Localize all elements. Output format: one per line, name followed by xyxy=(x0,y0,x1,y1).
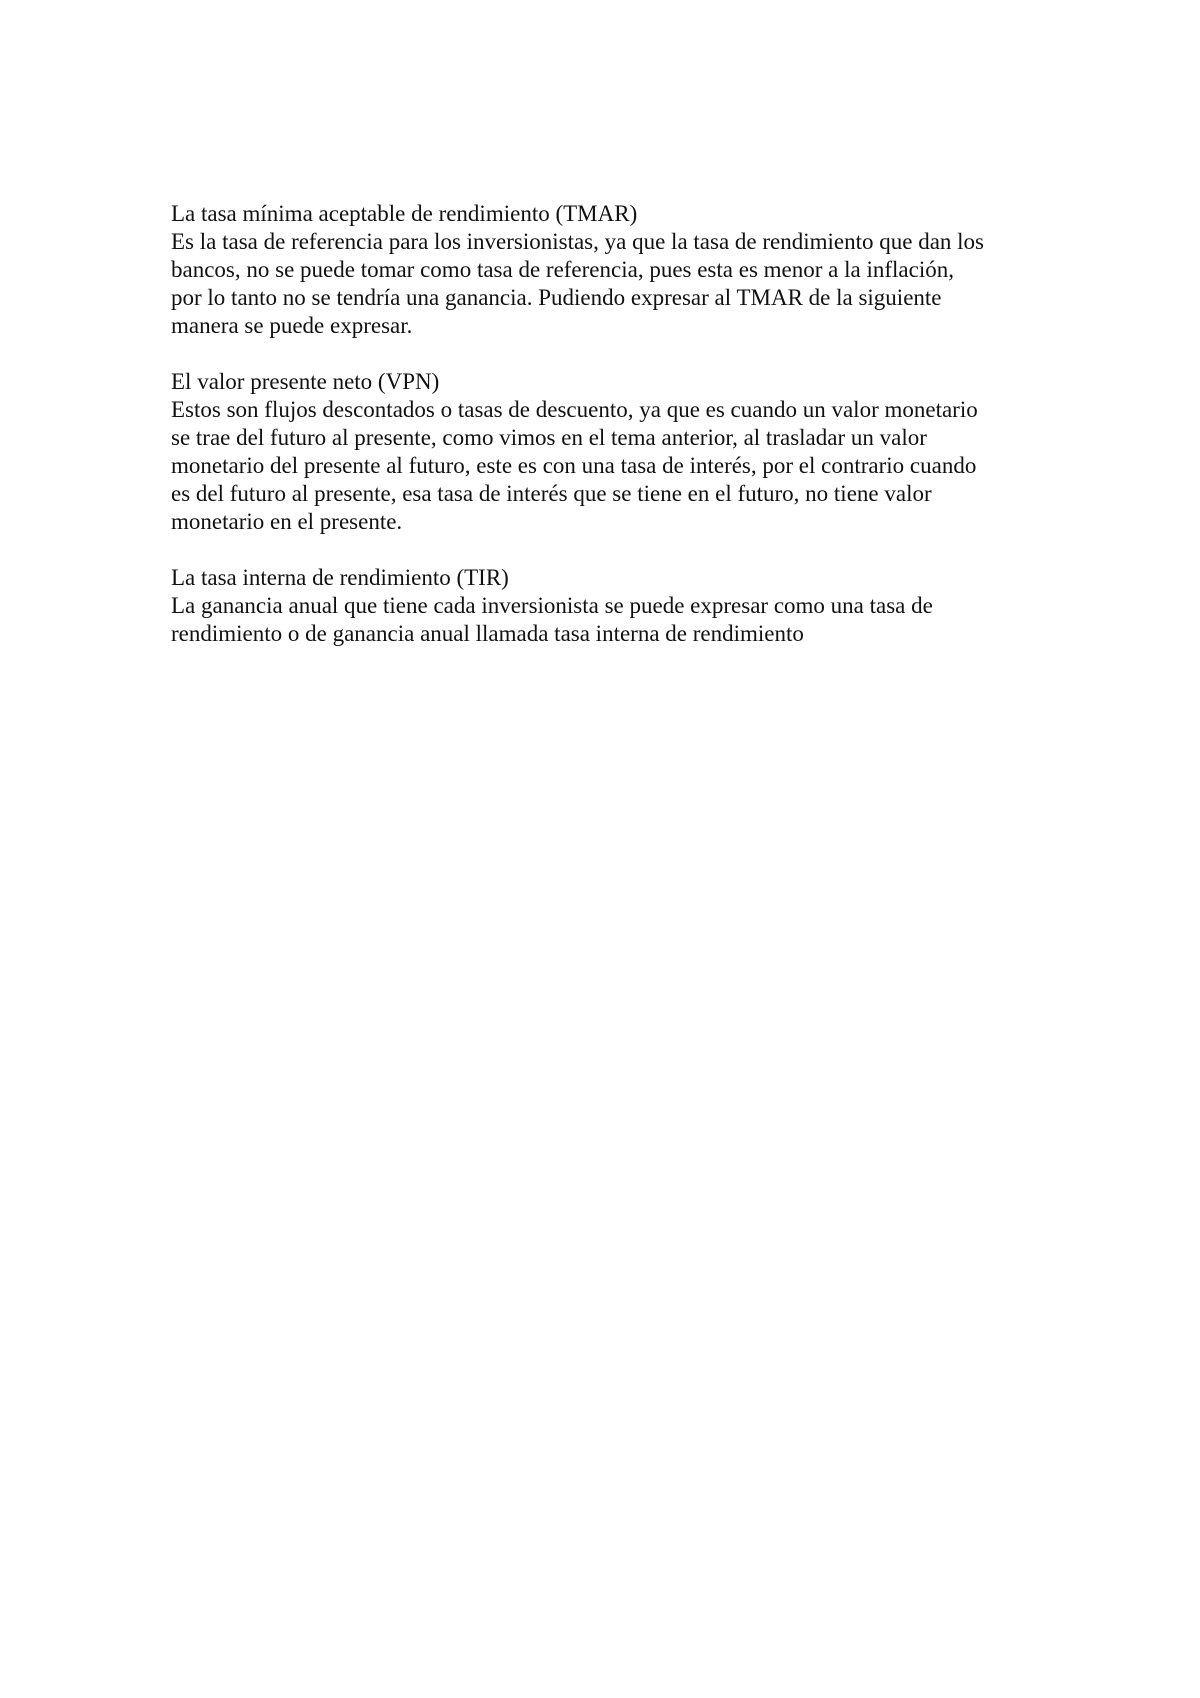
paragraph-line: La ganancia anual que tiene cada inversionista se puede expresar como una tasa de xyxy=(171,593,933,618)
paragraph-line: Es la tasa de referencia para los inversionistas, ya que la tasa de rendimiento que dan los xyxy=(171,229,985,254)
paragraph-line: Estos son flujos descontados o tasas de descuento, ya que es cuando un valor monetario xyxy=(171,397,978,422)
paragraph-line: por lo tanto no se tendría una ganancia. Pudiendo expresar al TMAR de la siguiente xyxy=(171,285,942,310)
paragraph-line: rendimiento o de ganancia anual llamada tasa interna de rendimiento xyxy=(171,621,804,646)
paragraph-line: monetario en el presente. xyxy=(171,509,403,534)
section-tir xyxy=(171,564,1051,648)
section-heading: La tasa interna de rendimiento (TIR) xyxy=(171,565,509,590)
paragraph-line: bancos, no se puede tomar como tasa de referencia, pues esta es menor a la inflación, xyxy=(171,257,954,282)
section-vpn xyxy=(171,368,1051,536)
section-heading: El valor presente neto (VPN) xyxy=(171,369,440,394)
section-tmar xyxy=(171,200,1051,340)
paragraph-line: se trae del futuro al presente, como vimos en el tema anterior, al trasladar un valor xyxy=(171,425,927,450)
paragraph-line: manera se puede expresar. xyxy=(171,313,413,338)
document-body xyxy=(171,200,1051,676)
section-heading: La tasa mínima aceptable de rendimiento (TMAR) xyxy=(171,201,638,226)
paragraph-line: monetario del presente al futuro, este es con una tasa de interés, por el contrario cuando xyxy=(171,453,977,478)
paragraph-line: es del futuro al presente, esa tasa de interés que se tiene en el futuro, no tiene valor xyxy=(171,481,932,506)
